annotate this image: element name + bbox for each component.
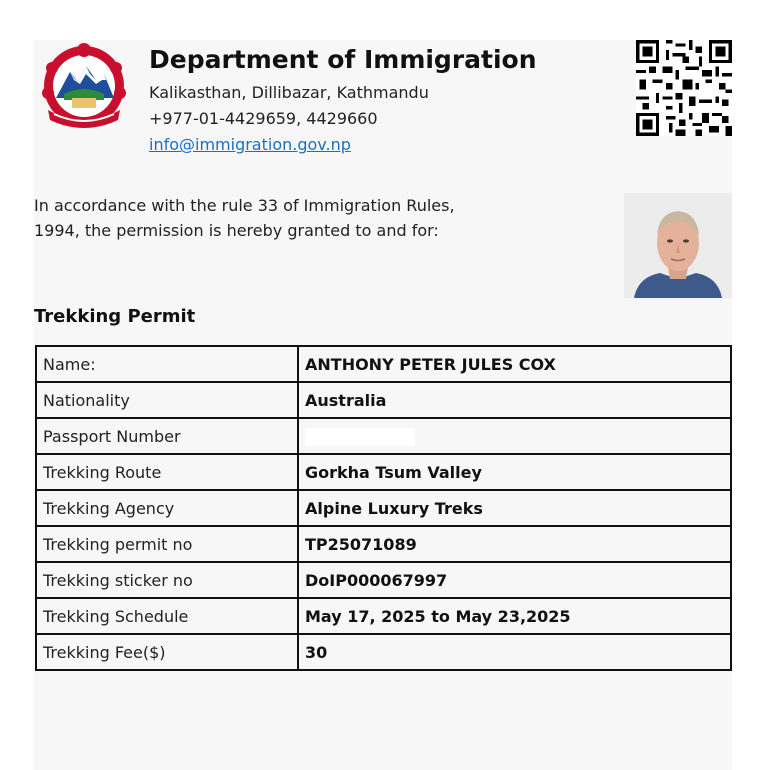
- table-row: [36, 454, 731, 490]
- row-value-sticker-no: DoIP000067997: [298, 562, 731, 598]
- intro-line-2: 1994, the permission is hereby granted to and for:: [34, 221, 439, 240]
- table-row: [36, 418, 731, 454]
- org-title: Department of Immigration: [149, 45, 537, 74]
- table-row: [36, 526, 731, 562]
- row-label-passport: Passport Number: [36, 418, 298, 454]
- table-row: [36, 634, 731, 670]
- permit-heading: Trekking Permit: [34, 306, 196, 327]
- row-value-fee: 30: [298, 634, 731, 670]
- row-value-schedule: May 17, 2025 to May 23,2025: [298, 598, 731, 634]
- row-value-name: ANTHONY PETER JULES COX: [298, 346, 731, 382]
- nepal-emblem-icon: [34, 38, 134, 130]
- row-label-sticker-no: Trekking sticker no: [36, 562, 298, 598]
- row-label-name: Name:: [36, 346, 298, 382]
- row-value-passport: [298, 418, 731, 454]
- row-value-route: Gorkha Tsum Valley: [298, 454, 731, 490]
- org-address: Kalikasthan, Dillibazar, Kathmandu: [149, 83, 429, 102]
- org-phone: +977-01-4429659, 4429660: [149, 109, 378, 128]
- row-label-schedule: Trekking Schedule: [36, 598, 298, 634]
- org-email-link[interactable]: info@immigration.gov.np: [149, 135, 351, 154]
- row-label-permit-no: Trekking permit no: [36, 526, 298, 562]
- row-label-fee: Trekking Fee($): [36, 634, 298, 670]
- row-label-nationality: Nationality: [36, 382, 298, 418]
- table-row: [36, 346, 731, 382]
- qr-code-icon: [636, 40, 732, 136]
- permit-details-table: [35, 345, 732, 671]
- intro-text: [34, 193, 474, 243]
- table-row: [36, 598, 731, 634]
- row-label-agency: Trekking Agency: [36, 490, 298, 526]
- row-label-route: Trekking Route: [36, 454, 298, 490]
- row-value-nationality: Australia: [298, 382, 731, 418]
- applicant-photo: [624, 193, 732, 298]
- table-row: [36, 562, 731, 598]
- table-row: [36, 382, 731, 418]
- row-value-agency: Alpine Luxury Treks: [298, 490, 731, 526]
- intro-line-1: In accordance with the rule 33 of Immigration Rules,: [34, 196, 455, 215]
- row-value-permit-no: TP25071089: [298, 526, 731, 562]
- table-row: [36, 490, 731, 526]
- redacted-passport-number: [305, 428, 415, 446]
